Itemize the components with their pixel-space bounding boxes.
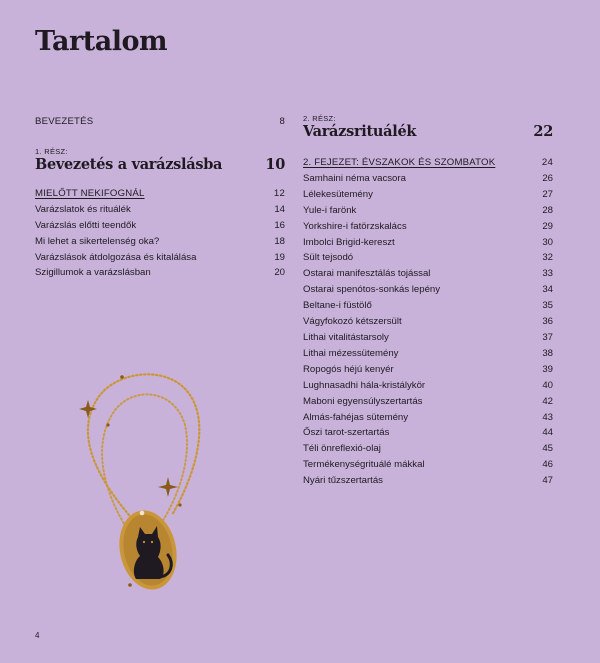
toc-entry-label: Őszi tarot-szertartás bbox=[303, 427, 390, 439]
toc-entry-page: 46 bbox=[542, 459, 553, 471]
toc-entry-page: 37 bbox=[542, 331, 553, 343]
toc-entry-label: Sült tejsodó bbox=[303, 252, 354, 264]
toc-entry-label: Imbolci Brigid-kereszt bbox=[303, 236, 395, 248]
toc-chapter[interactable] bbox=[35, 186, 285, 202]
toc-entry-list bbox=[303, 171, 553, 489]
toc-right-column bbox=[303, 114, 553, 489]
toc-entry-page: 29 bbox=[542, 220, 553, 232]
toc-entry-page: 19 bbox=[274, 251, 285, 263]
toc-entry-label: Ostarai spenótos-sonkás lepény bbox=[303, 284, 441, 296]
toc-entry-label: Varázslások átdolgozása és kitalálása bbox=[35, 251, 197, 263]
toc-entry-page: 43 bbox=[542, 411, 553, 423]
toc-entry-page: 36 bbox=[542, 316, 553, 328]
toc-entry-label: Lélekesütemény bbox=[303, 188, 373, 200]
toc-chapter[interactable] bbox=[303, 155, 553, 171]
page-number: 4 bbox=[35, 631, 40, 640]
toc-entry-label: Nyári tűzszertartás bbox=[303, 475, 383, 487]
toc-entry[interactable] bbox=[303, 219, 553, 235]
part-page: 10 bbox=[265, 155, 285, 173]
page-title: Tartalom bbox=[35, 26, 168, 57]
chapter-page: 24 bbox=[541, 157, 553, 168]
toc-entry-label: Varázslás előtti teendők bbox=[35, 219, 137, 231]
toc-entry[interactable] bbox=[303, 362, 553, 378]
toc-entry-page: 42 bbox=[542, 395, 553, 407]
toc-entry-label: Szigillumok a varázslásban bbox=[35, 267, 151, 279]
toc-entry-label: Téli önreflexió-olaj bbox=[303, 443, 381, 455]
toc-entry[interactable] bbox=[35, 250, 285, 266]
cat-pendant-illustration bbox=[60, 365, 220, 605]
toc-entry[interactable] bbox=[303, 457, 553, 473]
toc-entry-page: 44 bbox=[542, 427, 553, 439]
toc-entry-page: 18 bbox=[274, 235, 285, 247]
toc-entry[interactable] bbox=[303, 266, 553, 282]
toc-entry-label: Samhaini néma vacsora bbox=[303, 172, 406, 184]
sparkle-dot bbox=[120, 375, 124, 379]
toc-entry-page: 39 bbox=[542, 363, 553, 375]
toc-entry[interactable] bbox=[303, 473, 553, 489]
toc-entry[interactable] bbox=[35, 202, 285, 218]
toc-entry-label: Varázslatok és rituálék bbox=[35, 203, 131, 215]
toc-entry-page: 33 bbox=[542, 268, 553, 280]
toc-entry[interactable] bbox=[303, 441, 553, 457]
toc-entry[interactable] bbox=[303, 425, 553, 441]
chapter-page: 12 bbox=[273, 187, 285, 199]
toc-entry-label: Almás-fahéjas sütemény bbox=[303, 411, 409, 423]
part-title-row[interactable] bbox=[35, 156, 285, 174]
toc-entry[interactable] bbox=[303, 410, 553, 426]
toc-entry[interactable] bbox=[303, 314, 553, 330]
toc-entry-label: Lithai vitalitástarsoly bbox=[303, 331, 389, 343]
toc-entry-intro[interactable] bbox=[35, 114, 285, 130]
toc-entry-page: 32 bbox=[542, 252, 553, 264]
part-title: Bevezetés a varázslásba bbox=[35, 155, 223, 173]
toc-entry-page: 14 bbox=[274, 203, 285, 215]
toc-entry-page: 45 bbox=[542, 443, 553, 455]
toc-entry-page: 28 bbox=[542, 204, 553, 216]
toc-entry[interactable] bbox=[303, 298, 553, 314]
chapter-title: 2. FEJEZET: ÉVSZAKOK ÉS SZOMBATOK bbox=[303, 157, 496, 168]
part-page: 22 bbox=[533, 123, 553, 140]
toc-entry-page: 26 bbox=[542, 172, 553, 184]
sparkle-dot bbox=[106, 423, 109, 426]
toc-entry[interactable] bbox=[303, 346, 553, 362]
toc-entry-label: Lithai mézessütemény bbox=[303, 347, 399, 359]
toc-entry-label: Beltane-i füstölő bbox=[303, 300, 372, 312]
toc-entry-page: 30 bbox=[542, 236, 553, 248]
toc-entry[interactable] bbox=[35, 265, 285, 281]
part-title-row[interactable] bbox=[303, 123, 553, 141]
toc-entry-page: 38 bbox=[542, 347, 553, 359]
toc-entry-label: Termékenységrituálé mákkal bbox=[303, 459, 425, 471]
toc-entry[interactable] bbox=[303, 235, 553, 251]
toc-entry-label: Maboni egyensúlyszertartás bbox=[303, 395, 423, 407]
toc-entry-page: 34 bbox=[542, 284, 553, 296]
sparkle-dot bbox=[128, 583, 132, 587]
toc-entry[interactable] bbox=[35, 218, 285, 234]
part-label: 1. RÉSZ: bbox=[35, 146, 68, 156]
sparkle-dot bbox=[178, 503, 181, 506]
toc-entry-page: 40 bbox=[542, 379, 553, 391]
toc-entry-label: BEVEZETÉS bbox=[35, 116, 94, 127]
toc-entry[interactable] bbox=[303, 203, 553, 219]
toc-entry-label: Ostarai manifesztálás tojással bbox=[303, 268, 431, 280]
toc-entry[interactable] bbox=[303, 378, 553, 394]
toc-entry-label: Yorkshire-i fatörzskalács bbox=[303, 220, 407, 232]
toc-left-column bbox=[35, 114, 285, 281]
chain bbox=[88, 374, 199, 533]
toc-entry-label: Lughnasadhi hála-kristálykör bbox=[303, 379, 426, 391]
toc-entry[interactable] bbox=[35, 234, 285, 250]
toc-entry-label: Mi lehet a sikertelenség oka? bbox=[35, 235, 160, 247]
toc-entry[interactable] bbox=[303, 187, 553, 203]
toc-entry-label: Ropogós héjú kenyér bbox=[303, 363, 394, 375]
toc-entry-page: 16 bbox=[274, 219, 285, 231]
chapter-title: MIELŐTT NEKIFOGNÁL bbox=[35, 187, 145, 199]
toc-entry-label: Vágyfokozó kétszersült bbox=[303, 316, 402, 328]
toc-entry[interactable] bbox=[303, 171, 553, 187]
toc-entry-label: Yule-i farönk bbox=[303, 204, 357, 216]
toc-entry-page: 35 bbox=[542, 300, 553, 312]
toc-entry[interactable] bbox=[303, 394, 553, 410]
sparkle-icon bbox=[158, 477, 178, 497]
toc-entry-page: 47 bbox=[542, 475, 553, 487]
toc-entry-page: 8 bbox=[279, 116, 285, 127]
toc-entry[interactable] bbox=[303, 330, 553, 346]
toc-entry[interactable] bbox=[303, 250, 553, 266]
toc-entry-page: 27 bbox=[542, 188, 553, 200]
part-title: Varázsrituálék bbox=[303, 123, 417, 140]
part-label: 2. RÉSZ: bbox=[303, 114, 336, 123]
toc-entry-page: 20 bbox=[274, 267, 285, 279]
toc-entry[interactable] bbox=[303, 282, 553, 298]
